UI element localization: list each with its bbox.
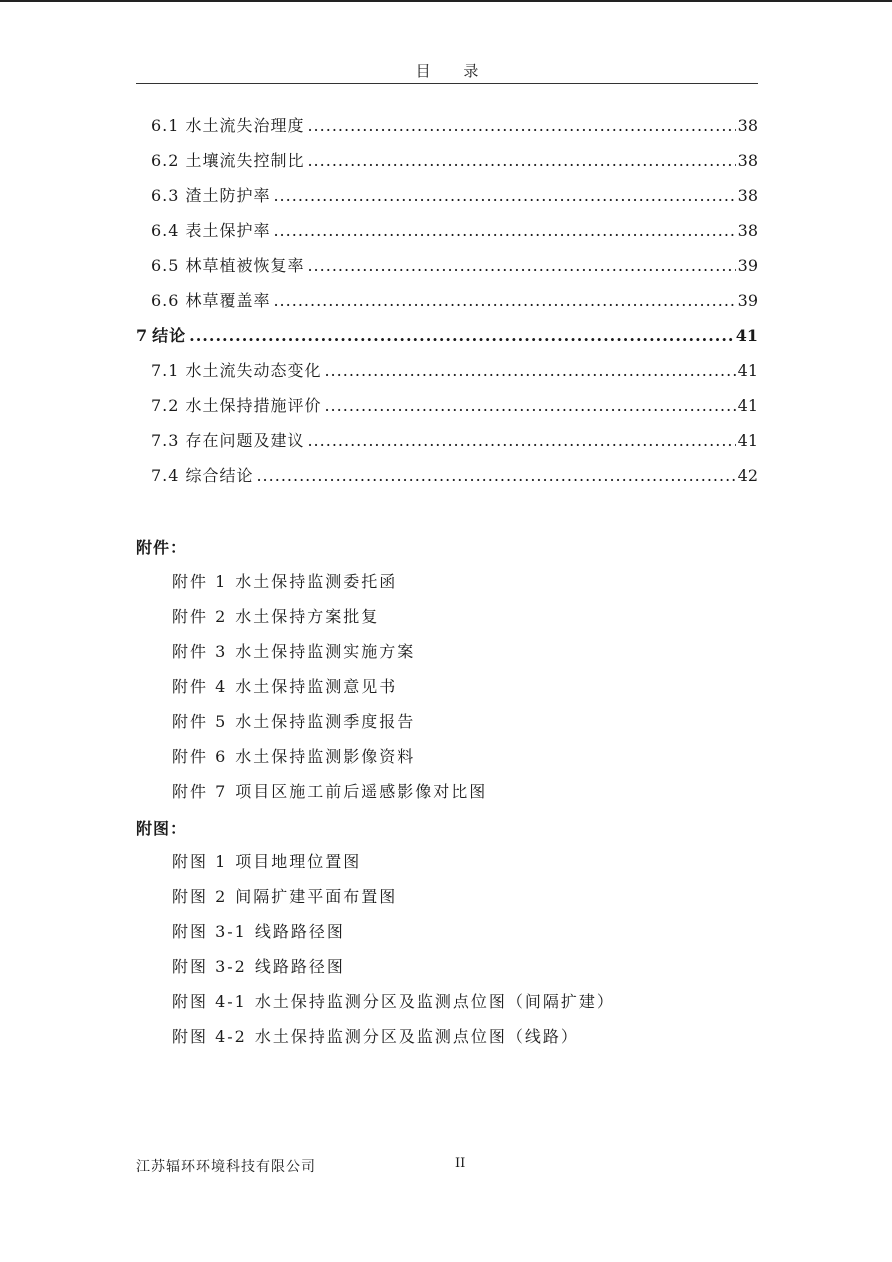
toc-entry-page: 41 [735, 326, 758, 345]
item-label: 附件 7 [172, 782, 228, 801]
item-title: 水土保持监测分区及监测点位图（间隔扩建） [254, 992, 615, 1011]
list-item [172, 739, 487, 774]
item-label: 附件 3 [172, 642, 228, 661]
toc-dot-leader [307, 423, 735, 458]
toc-entry-title: 渣土防护率 [185, 186, 271, 205]
toc-entry-title: 土壤流失控制比 [185, 151, 305, 170]
list-item [172, 949, 615, 984]
item-label: 附图 2 [172, 887, 228, 906]
item-label: 附件 4 [172, 677, 228, 696]
toc-entry-6-5[interactable] [136, 248, 758, 283]
item-label: 附图 4-2 [172, 1027, 247, 1046]
item-label: 附件 6 [172, 747, 228, 766]
item-label: 附件 1 [172, 572, 228, 591]
toc-entry-page: 42 [737, 466, 758, 485]
list-item [172, 634, 487, 669]
footer-company-name: 江苏辐环环境科技有限公司 [136, 1159, 316, 1175]
toc-entry-number: 6.2 [151, 151, 180, 170]
figures-list [172, 844, 615, 1054]
toc-entry-6-4[interactable] [136, 213, 758, 248]
toc-entry-page: 41 [737, 396, 758, 415]
toc-entry-title: 表土保护率 [185, 221, 271, 240]
toc-dot-leader [273, 178, 735, 213]
list-item [172, 879, 615, 914]
toc-entry-number: 6.1 [151, 116, 180, 135]
toc-entry-page: 38 [737, 116, 758, 135]
item-label: 附图 3-2 [172, 957, 247, 976]
toc-entry-number: 7.3 [151, 431, 180, 450]
toc-dot-leader [307, 143, 735, 178]
toc-entry-number: 7.1 [151, 361, 180, 380]
item-label: 附图 3-1 [172, 922, 247, 941]
toc-entry-7-1[interactable] [136, 353, 758, 388]
toc-entry-page: 41 [737, 361, 758, 380]
toc-dot-leader [273, 283, 735, 318]
toc-entry-page: 39 [737, 291, 758, 310]
toc-entry-6-2[interactable] [136, 143, 758, 178]
figures-heading: 附图： [136, 819, 188, 838]
toc-dot-leader [189, 318, 734, 353]
item-title: 项目区施工前后遥感影像对比图 [235, 782, 488, 801]
list-item [172, 984, 615, 1019]
list-item [172, 599, 487, 634]
item-title: 项目地理位置图 [235, 852, 362, 871]
toc-dot-leader [307, 108, 735, 143]
item-title: 水土保持监测影像资料 [235, 747, 416, 766]
toc-entry-7-4[interactable] [136, 458, 758, 493]
toc-entry-title: 水土流失动态变化 [185, 361, 322, 380]
list-item [172, 844, 615, 879]
item-title: 水土保持监测意见书 [235, 677, 398, 696]
toc-entry-page: 38 [737, 186, 758, 205]
toc-entry-page: 38 [737, 151, 758, 170]
toc-entry-number: 6.5 [151, 256, 180, 275]
item-label: 附件 2 [172, 607, 228, 626]
toc-entry-7-3[interactable] [136, 423, 758, 458]
toc-entry-number: 7 [136, 326, 149, 345]
item-title: 线路路径图 [254, 957, 345, 976]
toc-entry-6-6[interactable] [136, 283, 758, 318]
toc-entry-title: 结论 [152, 326, 187, 345]
toc-dot-leader [273, 213, 735, 248]
header-rule [136, 83, 758, 84]
list-item [172, 914, 615, 949]
item-title: 水土保持方案批复 [235, 607, 380, 626]
toc-entry-title: 存在问题及建议 [185, 431, 305, 450]
item-title: 线路路径图 [254, 922, 345, 941]
item-label: 附图 4-1 [172, 992, 247, 1011]
toc-entry-title: 林草覆盖率 [185, 291, 271, 310]
toc-entry-title: 水土保持措施评价 [185, 396, 322, 415]
list-item [172, 669, 487, 704]
toc-entry-number: 6.4 [151, 221, 180, 240]
item-title: 水土保持监测委托函 [235, 572, 398, 591]
page-header-title: 目 录 [415, 62, 493, 80]
list-item [172, 774, 487, 809]
table-of-contents [136, 108, 758, 493]
toc-entry-7[interactable] [136, 318, 758, 353]
list-item [172, 704, 487, 739]
attachments-heading: 附件： [136, 538, 188, 557]
toc-entry-title: 林草植被恢复率 [185, 256, 305, 275]
item-title: 水土保持监测季度报告 [235, 712, 416, 731]
toc-entry-number: 6.6 [151, 291, 180, 310]
toc-dot-leader [307, 248, 735, 283]
item-title: 间隔扩建平面布置图 [235, 887, 398, 906]
toc-entry-number: 6.3 [151, 186, 180, 205]
toc-entry-title: 综合结论 [185, 466, 254, 485]
page-top-border [0, 0, 892, 2]
item-label: 附件 5 [172, 712, 228, 731]
item-title: 水土保持监测分区及监测点位图（线路） [254, 1027, 579, 1046]
list-item [172, 1019, 615, 1054]
toc-dot-leader [256, 458, 735, 493]
item-label: 附图 1 [172, 852, 228, 871]
list-item [172, 564, 487, 599]
toc-dot-leader [324, 388, 735, 423]
toc-entry-6-1[interactable] [136, 108, 758, 143]
toc-entry-page: 39 [737, 256, 758, 275]
attachments-list [172, 564, 487, 809]
toc-entry-7-2[interactable] [136, 388, 758, 423]
toc-entry-page: 41 [737, 431, 758, 450]
toc-entry-number: 7.4 [151, 466, 180, 485]
toc-entry-title: 水土流失治理度 [185, 116, 305, 135]
toc-entry-number: 7.2 [151, 396, 180, 415]
item-title: 水土保持监测实施方案 [235, 642, 416, 661]
footer-page-number: II [455, 1156, 466, 1171]
toc-dot-leader [324, 353, 735, 388]
toc-entry-page: 38 [737, 221, 758, 240]
toc-entry-6-3[interactable] [136, 178, 758, 213]
